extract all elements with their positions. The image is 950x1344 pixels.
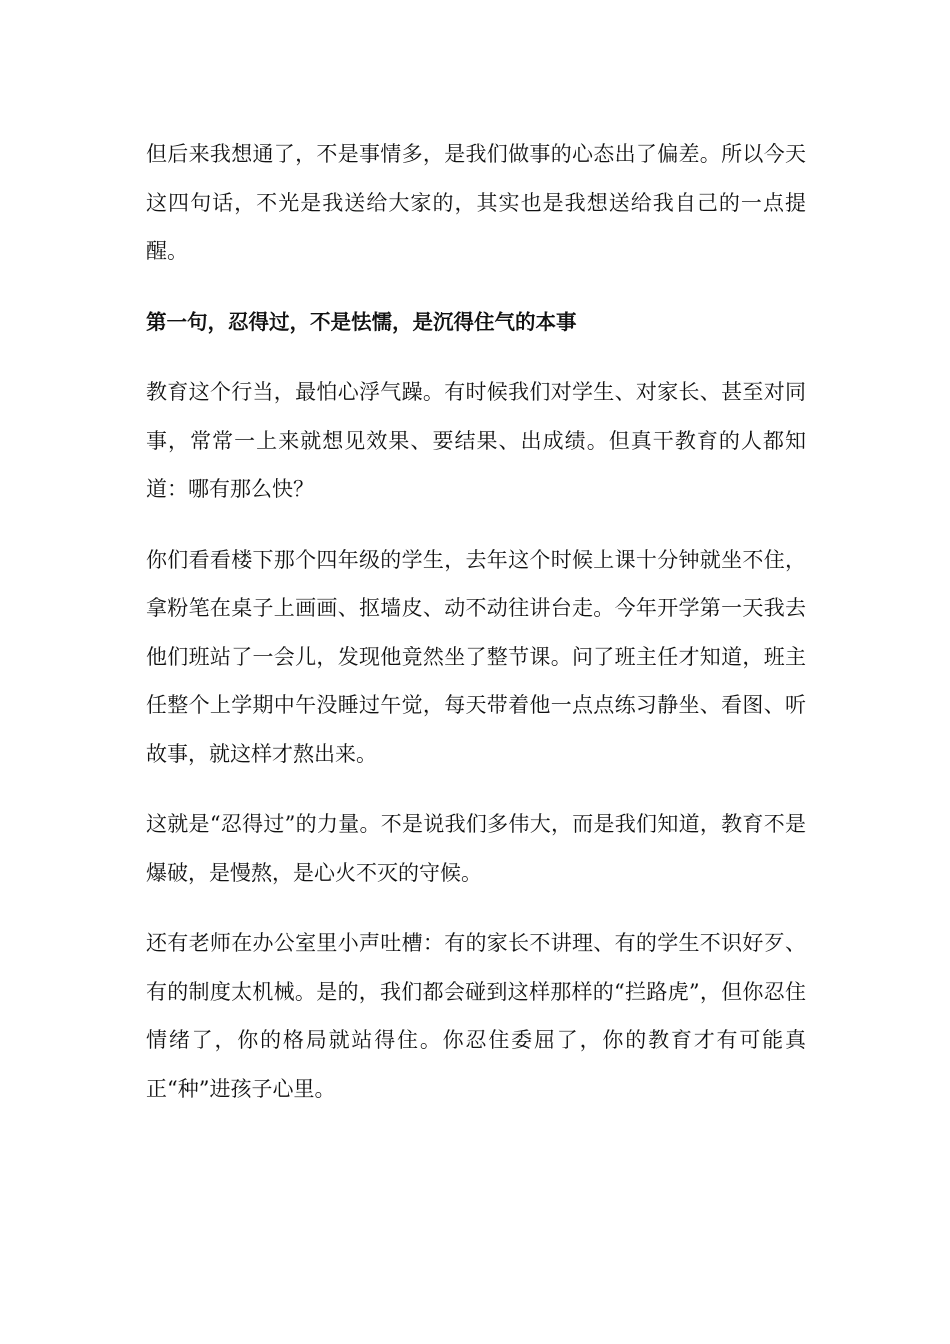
paragraph: 教育这个行当，最怕心浮气躁。有时候我们对学生、对家长、甚至对同事，常常一上来就想见效果、要结果、出成绩。但真干教育的人都知道：哪有那么快？ [146, 380, 806, 501]
document-body [146, 130, 806, 1135]
paragraph: 但后来我想通了，不是事情多，是我们做事的心态出了偏差。所以今天这四句话，不光是我送给大家的，其实也是我想送给我自己的一点提醒。 [146, 142, 806, 263]
paragraph: 你们看看楼下那个四年级的学生，去年这个时候上课十分钟就坐不住，拿粉笔在桌子上画画、抠墙皮、动不动往讲台走。今年开学第一天我去他们班站了一会儿，发现他竟然坐了整节课。问了班主任才知道，班主任整个上学期中午没睡过午觉，每天带着他一点点练习静坐、看图、听故事，就这样才熬出来。 [146, 547, 806, 766]
paragraph: 还有老师在办公室里小声吐槽：有的家长不讲理、有的学生不识好歹、有的制度太机械。是的，我们都会碰到这样那样的“拦路虎”，但你忍住情绪了，你的格局就站得住。你忍住委屈了，你的教育才有可能真正“种”进孩子心里。 [146, 931, 806, 1101]
paragraph: 这就是“忍得过”的力量。不是说我们多伟大，而是我们知道，教育不是爆破，是慢熬，是心火不灭的守候。 [146, 812, 806, 885]
section-heading: 第一句，忍得过，不是怯懦，是沉得住气的本事 [146, 309, 577, 334]
